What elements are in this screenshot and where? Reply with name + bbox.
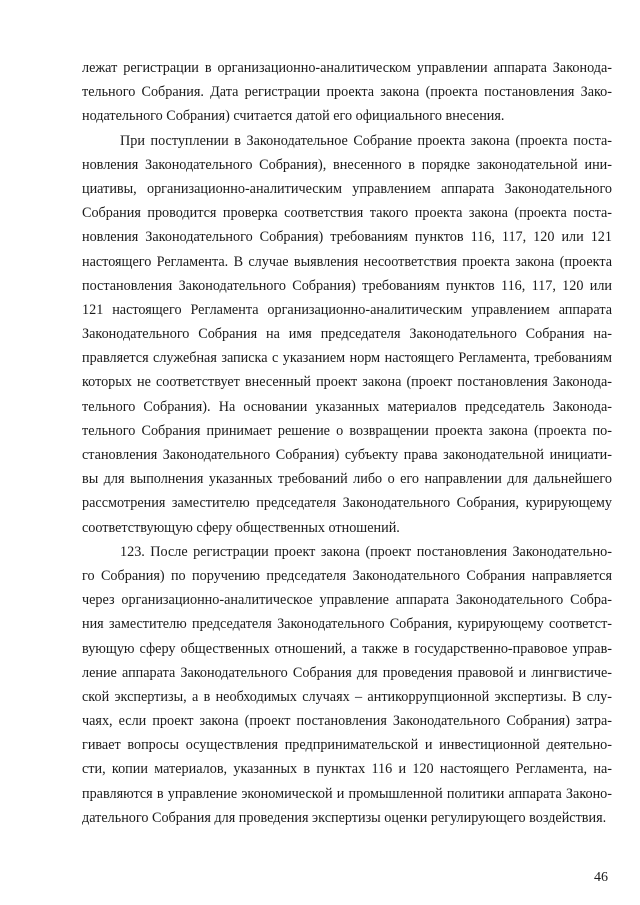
text-line: сти, копии материалов, указанных в пунктах 116 и 120 настоящего Регламента, на- bbox=[82, 761, 612, 778]
paragraph bbox=[82, 129, 612, 540]
text-line: нодательного Собрания) считается датой его официального внесения. bbox=[82, 108, 505, 125]
page-number: 46 bbox=[594, 870, 608, 885]
text-line: новления Законодательного Собрания) требованиям пунктов 116, 117, 120 или 121 bbox=[82, 229, 612, 246]
text-line: лежат регистрации в организационно-аналитическом управлении аппарата Законода- bbox=[82, 60, 612, 76]
text-line: тельного Собрания принимает решение о возвращении проекта закона (проекта по- bbox=[82, 422, 612, 439]
text-line: становления Законодательного Собрания) субъекту права законодательной инициати- bbox=[82, 447, 612, 463]
text-line: которых не соответствует внесенный проект закона (проект постановления Законода- bbox=[82, 374, 612, 391]
text-line: ской экспертизы, а в необходимых случаях – антикоррупционной экспертизы. В слу- bbox=[82, 688, 612, 705]
text-line: дательного Собрания для проведения экспертизы оценки регулирующего воздействия. bbox=[82, 809, 607, 826]
paragraph bbox=[82, 56, 612, 129]
text-line: циативы, организационно-аналитическим управлением аппарата Законодательного bbox=[82, 180, 612, 197]
text-line: правляется служебная записка с указанием норм настоящего Регламента, требованиям bbox=[82, 350, 612, 367]
text-line: 123. После регистрации проект закона (проект постановления Законодательно- bbox=[120, 543, 612, 560]
text-line: настоящего Регламента. В случае выявления несоответствия проекта закона (проекта bbox=[82, 253, 612, 270]
text-line: При поступлении в Законодательное Собрание проекта закона (проекта поста- bbox=[120, 132, 612, 149]
text-line: гивает вопросы осуществления предпринимательской и инвестиционной деятельно- bbox=[82, 737, 612, 754]
text-line: Собрания проводится проверка соответствия такого проекта закона (проекта поста- bbox=[82, 205, 612, 222]
document-body bbox=[82, 56, 612, 830]
text-line: го Собрания) по поручению председателя Законодательного Собрания направляется bbox=[82, 567, 612, 584]
text-line: тельного Собрания). На основании указанных материалов председатель Законода- bbox=[82, 398, 612, 415]
text-line: чаях, если проект закона (проект постановления Законодательного Собрания) затра- bbox=[82, 713, 612, 730]
text-line: тельного Собрания. Дата регистрации проекта закона (проекта постановления Зако- bbox=[82, 84, 612, 101]
text-line: вы для выполнения указанных требований либо о его направлении для дальнейшего bbox=[82, 471, 612, 488]
text-line: рассмотрения заместителю председателя Законодательного Собрания, курирующему bbox=[82, 495, 612, 512]
text-line: 121 настоящего Регламента организационно-аналитическим управлением аппарата bbox=[82, 301, 612, 318]
text-line: правляются в управление экономической и промышленной политики аппарата Законо- bbox=[82, 785, 612, 802]
paragraph bbox=[82, 540, 612, 830]
text-line: ния заместителю председателя Законодательного Собрания, курирующему соответст- bbox=[82, 616, 612, 633]
text-line: ление аппарата Законодательного Собрания для проведения правовой и лингвистиче- bbox=[82, 664, 612, 681]
text-line: Законодательного Собрания на имя председателя Законодательного Собрания на- bbox=[82, 326, 612, 343]
text-line: новления Законодательного Собрания), внесенного в порядке законодательной ини- bbox=[82, 156, 612, 173]
text-line: через организационно-аналитическое управление аппарата Законодательного Собра- bbox=[82, 592, 612, 609]
text-line: вующую сферу общественных отношений, а также в государственно-правовое управ- bbox=[82, 640, 612, 657]
text-line: соответствующую сферу общественных отношений. bbox=[82, 519, 400, 536]
text-line: постановления Законодательного Собрания) требованиям пунктов 116, 117, 120 или bbox=[82, 277, 612, 294]
